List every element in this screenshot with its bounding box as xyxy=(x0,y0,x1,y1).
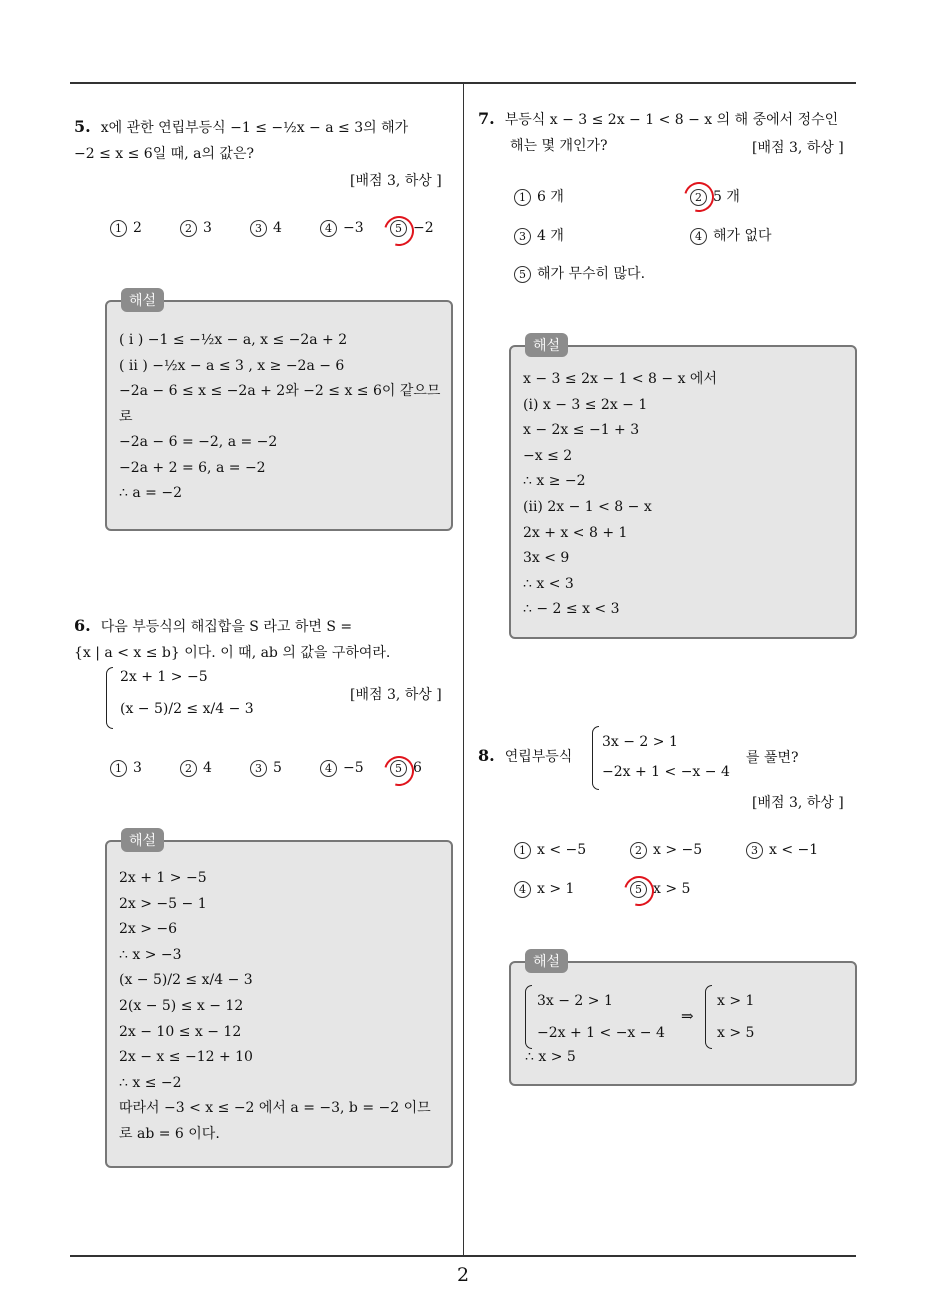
choice-1[interactable]: 1 2 xyxy=(110,220,142,237)
circled-number: 3 xyxy=(746,842,763,859)
circled-number: 4 xyxy=(320,220,337,237)
brace xyxy=(705,985,712,1049)
solution-line: ∴ x ≥ −2 xyxy=(523,473,586,490)
question-text-line1: 다음 부등식의 해집합을 S 라고 하면 S = xyxy=(100,619,353,635)
circled-number: 2 xyxy=(690,189,707,206)
question-prefix: 연립부등식 xyxy=(504,749,573,765)
solution-line: 2x > −6 xyxy=(119,921,178,938)
points-label: [배점 3, 하상 ] xyxy=(752,140,844,156)
brace xyxy=(592,726,599,790)
choice-2[interactable]: 2 x > −5 xyxy=(630,842,702,859)
choice-4[interactable]: 4 x > 1 xyxy=(514,881,574,898)
solution-line: 로 ab = 6 이다. xyxy=(119,1125,220,1142)
choice-4[interactable]: 4 해가 없다 xyxy=(690,225,772,245)
solution-line: −2a − 6 ≤ x ≤ −2a + 2와 −2 ≤ x ≤ 6이 같으므 xyxy=(119,383,441,399)
system-line1: 3x − 2 > 1 xyxy=(602,734,678,750)
question-number: 6. xyxy=(74,616,91,635)
solution-line: 3x < 9 xyxy=(523,550,570,567)
solution-line: (ii) 2x − 1 < 8 − x xyxy=(523,498,652,515)
system-line2: −2x + 1 < −x − 4 xyxy=(602,764,730,780)
solution-line: 로 xyxy=(119,408,133,425)
points-label: [배점 3, 하상 ] xyxy=(350,173,442,189)
solution-line: ∴ a = −2 xyxy=(119,485,182,501)
choice-1[interactable]: 1 6 개 xyxy=(514,186,564,206)
brace xyxy=(106,667,113,729)
solution-body xyxy=(523,367,717,623)
question-suffix: 를 풀면? xyxy=(746,750,799,766)
solution-line: ∴ − 2 ≤ x < 3 xyxy=(523,601,620,618)
solution-line: x − 3 ≤ 2x − 1 < 8 − x 에서 xyxy=(523,371,717,387)
inequality-system xyxy=(106,667,266,731)
system-line1: 3x − 2 > 1 xyxy=(537,993,613,1009)
solution-tag: 해설 xyxy=(525,333,568,357)
points-label: [배점 3, 하상 ] xyxy=(350,687,442,703)
solution-line: −x ≤ 2 xyxy=(523,447,573,464)
solution-line: x − 2x ≤ −1 + 3 xyxy=(523,422,640,439)
solution-line: ∴ x ≤ −2 xyxy=(119,1074,182,1091)
system-line2: (x − 5)/2 ≤ x/4 − 3 xyxy=(120,701,254,717)
implies-arrow: ⇒ xyxy=(681,1007,694,1025)
circled-number: 2 xyxy=(180,760,197,777)
question-text-line1: x에 관한 연립부등식 −1 ≤ −½x − a ≤ 3의 해가 xyxy=(100,120,409,136)
choice-5[interactable]: 5 x > 5 xyxy=(630,881,690,898)
circled-number: 5 xyxy=(630,881,647,898)
circled-number: 5 xyxy=(390,760,407,777)
solution-final: ∴ x > 5 xyxy=(525,1049,576,1065)
system-line1: 2x + 1 > −5 xyxy=(120,669,208,685)
circled-number: 4 xyxy=(690,228,707,245)
solution-result xyxy=(705,985,775,1051)
circled-number: 1 xyxy=(514,842,531,859)
brace xyxy=(525,985,532,1049)
circled-number: 2 xyxy=(630,842,647,859)
question-text-line2: 해는 몇 개인가? xyxy=(510,138,608,154)
question-text-line2: {x | a < x ≤ b} 이다. 이 때, ab 의 값을 구하여라. xyxy=(74,645,391,661)
solution-line: 2x + x < 8 + 1 xyxy=(523,524,628,541)
solution-tag: 해설 xyxy=(525,949,568,973)
solution-body xyxy=(119,866,431,1148)
circled-number: 5 xyxy=(514,266,531,283)
answer-mark-icon xyxy=(679,177,720,218)
choice-4[interactable]: 4 −5 xyxy=(320,760,364,777)
solution-line: −2a + 2 = 6, a = −2 xyxy=(119,459,266,476)
choice-5[interactable]: 5 −2 xyxy=(390,220,434,237)
solution-line: (i) x − 3 ≤ 2x − 1 xyxy=(523,396,648,413)
question-text-line2: −2 ≤ x ≤ 6일 때, a의 값은? xyxy=(74,146,254,162)
column-divider xyxy=(463,83,464,1255)
question-5 xyxy=(74,116,454,165)
solution-line: 2x + 1 > −5 xyxy=(119,870,207,886)
answer-mark-icon xyxy=(379,751,420,792)
solution-line: (x − 5)/2 ≤ x/4 − 3 xyxy=(119,972,253,989)
circled-number: 3 xyxy=(250,220,267,237)
inequality-system xyxy=(592,726,742,792)
points-label: [배점 3, 하상 ] xyxy=(752,795,844,811)
circled-number: 5 xyxy=(390,220,407,237)
circled-number: 4 xyxy=(320,760,337,777)
result-line2: x > 5 xyxy=(717,1025,755,1041)
circled-number: 4 xyxy=(514,881,531,898)
circled-number: 3 xyxy=(250,760,267,777)
question-number: 7. xyxy=(478,109,495,128)
solution-line: 2x − 10 ≤ x − 12 xyxy=(119,1023,242,1040)
solution-line: ∴ x > −3 xyxy=(119,946,182,963)
bottom-rule xyxy=(70,1255,856,1257)
question-8 xyxy=(478,745,572,768)
solution-line: ( ii ) −½x − a ≤ 3 , x ≥ −2a − 6 xyxy=(119,357,345,374)
choice-1[interactable]: 1 x < −5 xyxy=(514,842,586,859)
choice-3[interactable]: 3 4 xyxy=(250,220,282,237)
solution-line: ( i ) −1 ≤ −½x − a, x ≤ −2a + 2 xyxy=(119,332,348,348)
solution-box-q8 xyxy=(509,954,857,1086)
choice-2[interactable]: 2 5 개 xyxy=(690,186,740,206)
circled-number: 3 xyxy=(514,228,531,245)
solution-tag: 해설 xyxy=(121,288,164,312)
choice-1[interactable]: 1 3 xyxy=(110,760,142,777)
solution-box-q5 xyxy=(105,293,453,531)
solution-tag: 해설 xyxy=(121,828,164,852)
choice-5[interactable]: 5 6 xyxy=(390,760,422,777)
circled-number: 1 xyxy=(514,189,531,206)
question-number: 5. xyxy=(74,117,91,136)
system-line2: −2x + 1 < −x − 4 xyxy=(537,1025,665,1041)
solution-line: −2a − 6 = −2, a = −2 xyxy=(119,434,278,450)
choice-2[interactable]: 2 3 xyxy=(180,220,212,237)
choice-2[interactable]: 2 4 xyxy=(180,760,212,777)
solution-line: 2x > −5 − 1 xyxy=(119,895,207,912)
solution-body xyxy=(119,328,440,507)
choice-3[interactable]: 3 x < −1 xyxy=(746,842,818,859)
solution-line: ∴ x < 3 xyxy=(523,575,574,592)
choice-3[interactable]: 3 5 xyxy=(250,760,282,777)
solution-line: 2(x − 5) ≤ x − 12 xyxy=(119,997,244,1014)
choice-5[interactable]: 5 해가 무수히 많다. xyxy=(514,263,645,283)
page-number: 2 xyxy=(456,1264,470,1286)
solution-line: 2x − x ≤ −12 + 10 xyxy=(119,1049,253,1066)
answer-mark-icon xyxy=(379,211,420,252)
solution-box-q6 xyxy=(105,833,453,1168)
solution-line: 따라서 −3 < x ≤ −2 에서 a = −3, b = −2 이므 xyxy=(119,1100,431,1117)
question-text-line1: 부등식 x − 3 ≤ 2x − 1 < 8 − x 의 해 중에서 정수인 xyxy=(504,112,839,128)
circled-number: 1 xyxy=(110,760,127,777)
solution-box-q7 xyxy=(509,338,857,639)
question-number: 8. xyxy=(478,746,495,765)
choice-3[interactable]: 3 4 개 xyxy=(514,225,564,245)
question-6 xyxy=(74,615,459,664)
circled-number: 2 xyxy=(180,220,197,237)
choice-4[interactable]: 4 −3 xyxy=(320,220,364,237)
answer-mark-icon xyxy=(619,871,660,912)
circled-number: 1 xyxy=(110,220,127,237)
result-line1: x > 1 xyxy=(717,993,755,1009)
solution-system xyxy=(525,985,685,1051)
